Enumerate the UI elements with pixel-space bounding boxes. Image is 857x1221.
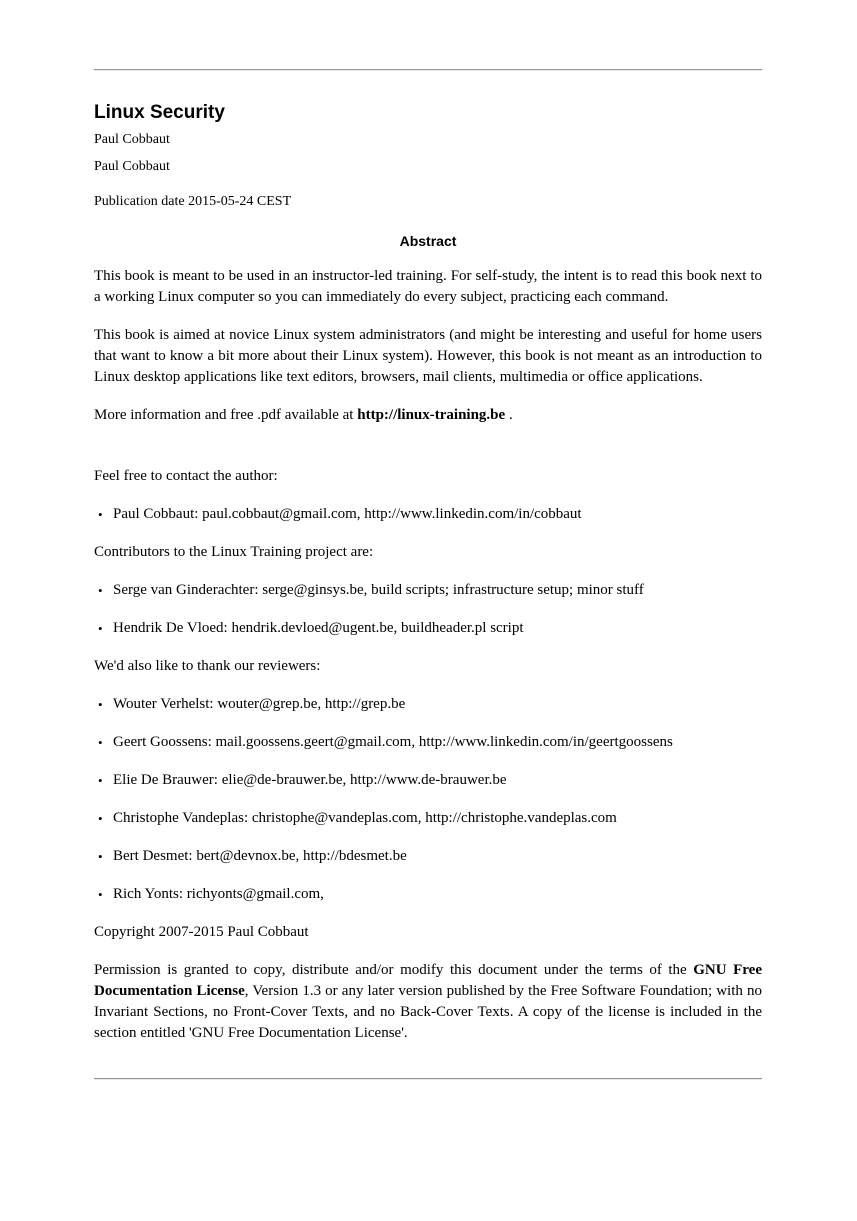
bullet-icon: • [98,621,103,636]
contact-entry: Rich Yonts: richyonts@gmail.com, [113,886,324,902]
license-prefix: Permission is granted to copy, distribute and/or modify this document under the terms of the [94,962,694,978]
publication-date: Publication date 2015-05-24 CEST [94,194,292,209]
more-info-suffix: . [505,407,513,423]
contact-entry: Christophe Vandeplas: christophe@vandeplas.com, http://christophe.vandeplas.com [113,810,617,826]
more-info-prefix: More information and free .pdf available at [94,407,358,423]
abstract-heading: Abstract [399,233,457,249]
page-title: Linux Security [94,102,225,123]
bullet-icon: • [98,811,103,826]
contact-intro: Feel free to contact the author: [94,468,278,484]
contact-entry: Hendrik De Vloed: hendrik.devloed@ugent.be, buildheader.pl script [113,620,524,636]
list-item [94,618,762,639]
author-contact-list [94,504,762,525]
contact-entry: Paul Cobbaut: paul.cobbaut@gmail.com, http://www.linkedin.com/in/cobbaut [113,506,582,522]
linux-training-url: http://linux-training.be [357,407,506,423]
gfdl-name: GNU Free Documentation License [94,962,762,999]
bullet-icon: • [98,849,103,864]
bullet-icon: • [98,583,103,598]
copyright-line: Copyright 2007-2015 Paul Cobbaut [94,924,309,940]
list-item [94,846,762,867]
list-item [94,504,762,525]
abstract-paragraph-1: This book is meant to be used in an instructor-led training. For self-study, the intent is to read this book next to a working Linux computer so you can immediately do every subject, practicing each command. [94,268,762,305]
list-item [94,884,762,905]
list-item [94,808,762,829]
license-paragraph [94,960,762,1044]
reviewers-list [94,694,762,905]
abstract-paragraph-2: This book is aimed at novice Linux system administrators (and might be interesting and useful for home users that want to know a bit more about their Linux system). However, this book is not meant as an introduction to Linux desktop applications like text editors, browsers, mail clients, multimedia or office applications. [94,327,762,385]
legal-section [94,922,762,1044]
list-item [94,770,762,791]
contact-entry: Elie De Brauwer: elie@de-brauwer.be, http://www.de-brauwer.be [113,772,507,788]
bullet-icon: • [98,773,103,788]
bullet-icon: • [98,735,103,750]
author-name-repeat: Paul Cobbaut [94,159,170,174]
bullet-icon: • [98,507,103,522]
reviewers-heading: We'd also like to thank our reviewers: [94,658,321,674]
top-rule [94,69,762,71]
abstract-more-info [94,405,762,426]
bottom-rule [94,1078,762,1080]
contact-section [94,466,762,905]
list-item [94,732,762,753]
contact-entry: Serge van Ginderachter: serge@ginsys.be, build scripts; infrastructure setup; minor stuff [113,582,644,598]
bullet-icon: • [98,697,103,712]
contributors-list [94,580,762,639]
contact-entry: Bert Desmet: bert@devnox.be, http://bdesmet.be [113,848,407,864]
list-item [94,580,762,601]
list-item [94,694,762,715]
license-suffix: , Version 1.3 or any later version published by the Free Software Foundation; with no Invariant Sections, no Front-Cover Texts, and no Back-Cover Texts. A copy of the license is included in the section entitled 'GNU Free Documentation License'. [94,983,763,1041]
page-content [94,69,762,1080]
contributors-heading: Contributors to the Linux Training project are: [94,544,374,560]
contact-entry: Geert Goossens: mail.goossens.geert@gmail.com, http://www.linkedin.com/in/​geertgoossens [113,734,673,750]
contact-entry: Wouter Verhelst: wouter@grep.be, http://grep.be [113,696,406,712]
author-name: Paul Cobbaut [94,132,170,147]
title-block [94,101,762,211]
abstract-section [94,233,762,426]
bullet-icon: • [98,887,103,902]
